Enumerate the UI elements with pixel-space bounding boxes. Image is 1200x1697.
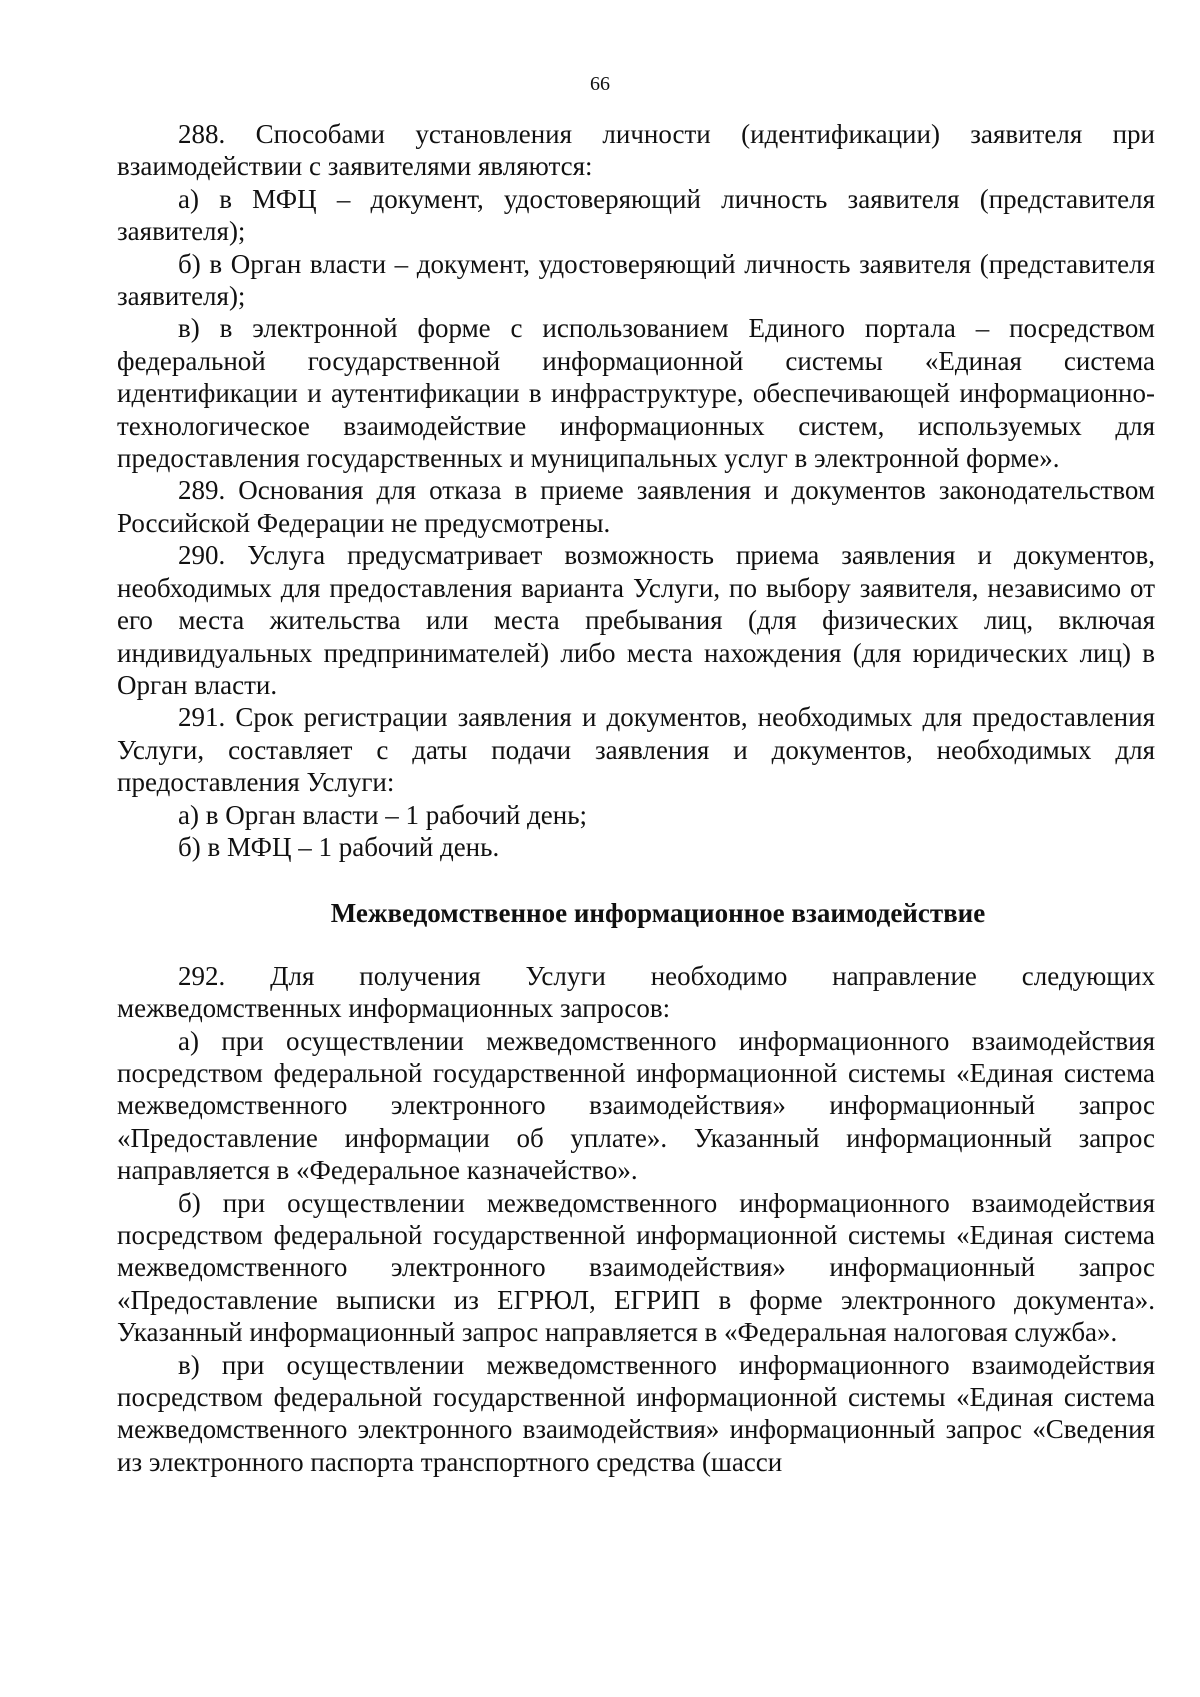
paragraph-288: 288. Способами установления личности (идентификации) заявителя при взаимодействии с заявителями являются:: [117, 119, 1155, 182]
section-heading: Межведомственное информационное взаимодействие: [330, 898, 986, 929]
paragraph-292-a: а) при осуществлении межведомственного информационного взаимодействия посредством федеральной государственной информационной системы «Единая система межведомственного электронного взаимодействия» информационный запрос «Предоставление информации об уплате». Указанный информационный запрос направляется в «Федеральное казначейство».: [117, 1025, 1155, 1186]
paragraph-291-a: а) в Орган власти – 1 рабочий день;: [178, 799, 588, 830]
paragraph-288-a: а) в МФЦ – документ, удостоверяющий личность заявителя (представителя заявителя);: [117, 183, 1155, 247]
spacer: [117, 863, 1155, 897]
paragraph-290: 290. Услуга предусматривает возможность приема заявления и документов, необходимых для предоставления варианта Услуги, по выбору заявителя, независимо от его места жительства или места пребывания (для физических лиц, включая индивидуальных предпринимателей) либо места нахождения (для юридических лиц) в Орган власти.: [117, 540, 1155, 700]
document-body: [117, 118, 1155, 1478]
paragraph-288-v: в) в электронной форме с использованием Единого портала – посредством федеральной государственной информационной системы «Единая система идентификации и аутентификации в инфраструктуре, обеспечивающей информационно-технологическое взаимодействие информационных систем, используемых для предоставления государственных и муниципальных услуг в электронной форме».: [117, 313, 1155, 474]
spacer: [117, 930, 1155, 960]
page-number: 66: [590, 73, 610, 95]
paragraph-291: 291. Срок регистрации заявления и документов, необходимых для предоставления Услуги, составляет с даты подачи заявления и документов, необходимых для предоставления Услуги:: [117, 702, 1155, 798]
paragraph-292-b: б) при осуществлении межведомственного информационного взаимодействия посредством федеральной государственной информационной системы «Единая система межведомственного электронного взаимодействия» информационный запрос «Предоставление выписки из ЕГРЮЛ, ЕГРИП в форме электронного документа». Указанный информационный запрос направляется в «Федеральная налоговая служба».: [117, 1187, 1155, 1348]
paragraph-289: 289. Основания для отказа в приеме заявления и документов законодательством Российской Федерации не предусмотрены.: [117, 475, 1155, 538]
paragraph-288-b: б) в Орган власти – документ, удостоверяющий личность заявителя (представителя заявителя);: [117, 248, 1155, 312]
paragraph-292: 292. Для получения Услуги необходимо направление следующих межведомственных информационных запросов:: [117, 960, 1155, 1024]
paragraph-291-b: б) в МФЦ – 1 рабочий день.: [178, 831, 500, 862]
paragraph-292-v: в) при осуществлении межведомственного информационного взаимодействия посредством федеральной государственной информационной системы «Единая система межведомственного электронного взаимодействия» информационный запрос «Сведения из электронного паспорта транспортного средства (шасси: [117, 1349, 1155, 1477]
